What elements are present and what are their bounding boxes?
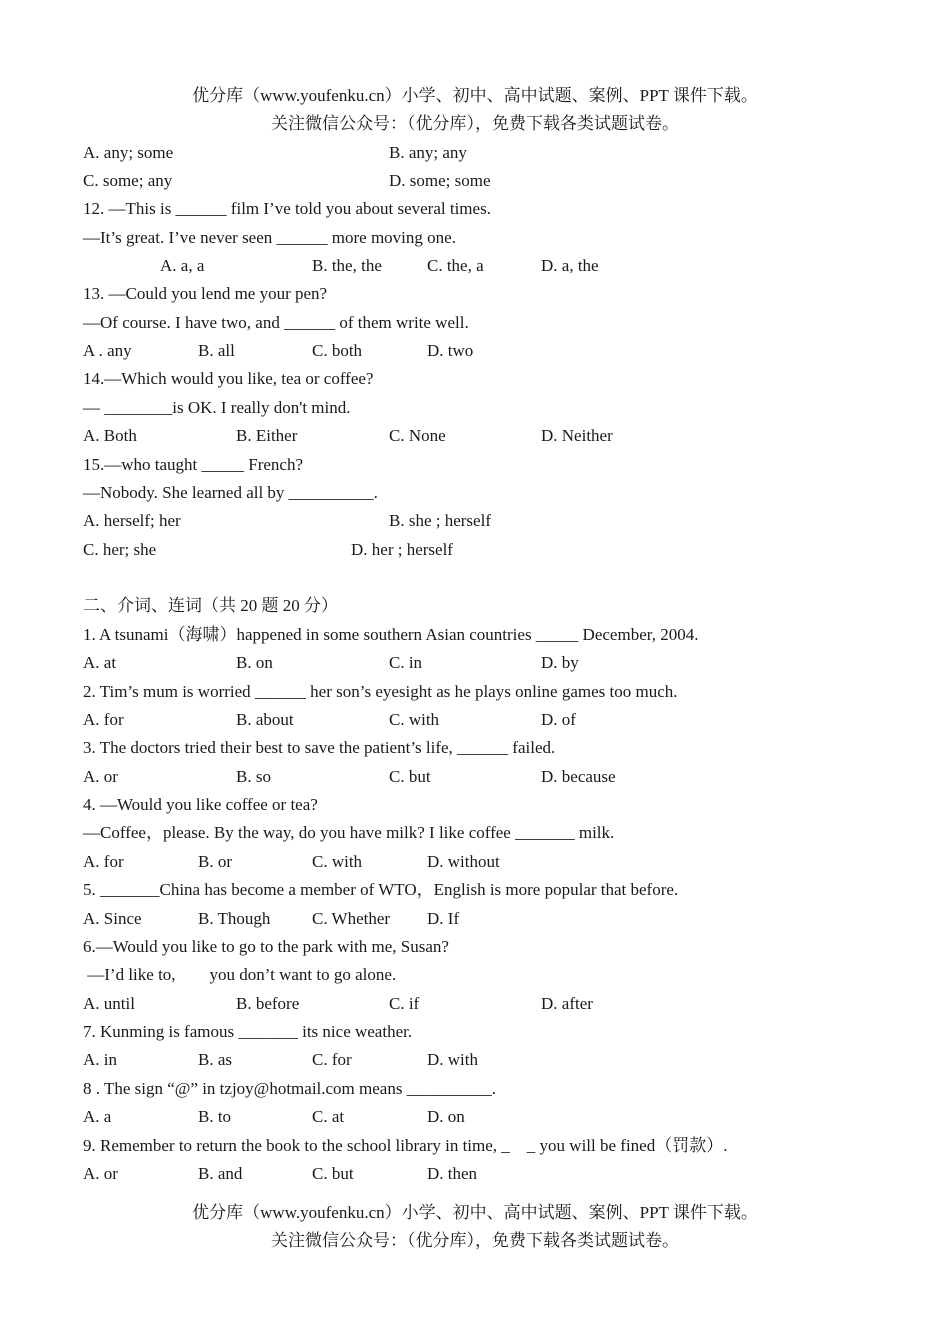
p2-q4-response: —Coffee，please. By the way, do you have milk? I like coffee _______ milk. (83, 823, 615, 842)
p2-q8-option-b: B. to (198, 1107, 232, 1126)
p2-q4-option-a: A. for (83, 852, 124, 871)
q12-option-c: C. the, a (427, 256, 484, 275)
p2-q6-option-a: A. until (83, 994, 135, 1013)
p2-q6-option-c: C. if (389, 994, 420, 1013)
p2-q8-question: 8 . The sign “@” in tzjoy@hotmail.com means __________. (83, 1079, 496, 1098)
p2-q2-option-c: C. with (389, 710, 440, 729)
q13-option-b: B. all (198, 341, 235, 360)
p2-q2-option-b: B. about (236, 710, 294, 729)
q13-response: —Of course. I have two, and ______ of them write well. (83, 313, 469, 332)
q14-option-d: D. Neither (541, 426, 613, 445)
section-title: 二、介词、连词（共 20 题 20 分） (83, 596, 338, 615)
q11-option-b: B. any; any (389, 143, 467, 162)
p2-q1-question: 1. A tsunami（海啸）happened in some southern Asian countries _____ December, 2004. (83, 625, 699, 644)
q12-response: —It’s great. I’ve never seen ______ more moving one. (83, 228, 456, 247)
p2-q1-option-a: A. at (83, 653, 117, 672)
p2-q4-option-c: C. with (312, 852, 363, 871)
p2-q8-option-c: C. at (312, 1107, 345, 1126)
p2-q2-option-d: D. of (541, 710, 576, 729)
p2-q6-question: 6.—Would you like to go to the park with me, Susan? (83, 937, 449, 956)
p2-q2-question: 2. Tim’s mum is worried ______ her son’s eyesight as he plays online games too much. (83, 682, 678, 701)
p2-q9-option-b: B. and (198, 1164, 243, 1183)
q11-option-d: D. some; some (389, 171, 491, 190)
p2-q7-option-c: C. for (312, 1050, 352, 1069)
p2-q9-question: 9. Remember to return the book to the school library in time, _ _ you will be fined（罚款）. (83, 1136, 728, 1155)
p2-q4-question: 4. —Would you like coffee or tea? (83, 795, 318, 814)
q15-option-d: D. her ; herself (351, 540, 453, 559)
q14-option-c: C. None (389, 426, 446, 445)
p2-q3-question: 3. The doctors tried their best to save the patient’s life, ______ failed. (83, 738, 556, 757)
q13-question: 13. —Could you lend me your pen? (83, 284, 328, 303)
q15-option-b: B. she ; herself (389, 511, 491, 530)
q15-option-a: A. herself; her (83, 511, 181, 530)
q14-response: — ________is OK. I really don't mind. (83, 398, 351, 417)
p2-q8-option-d: D. on (427, 1107, 465, 1126)
q13-option-c: C. both (312, 341, 363, 360)
q12-question: 12. —This is ______ film I’ve told you about several times. (83, 199, 491, 218)
p2-q3-option-d: D. because (541, 767, 616, 786)
q13-option-a: A . any (83, 341, 132, 360)
p2-q7-option-d: D. with (427, 1050, 478, 1069)
p2-q5-option-b: B. Though (198, 909, 271, 928)
p2-q4-option-d: D. without (427, 852, 500, 871)
q15-option-c: C. her; she (83, 540, 157, 559)
q12-option-a: A. a, a (160, 256, 205, 275)
p2-q1-option-b: B. on (236, 653, 273, 672)
p2-q3-option-a: A. or (83, 767, 118, 786)
p2-q9-option-c: C. but (312, 1164, 354, 1183)
q12-option-b: B. the, the (312, 256, 382, 275)
footer-line-2: 关注微信公众号：（优分库），免费下载各类试题试卷。 (271, 1231, 679, 1250)
p2-q9-option-a: A. or (83, 1164, 118, 1183)
p2-q5-question: 5. _______China has become a member of WTO，English is more popular that before. (83, 880, 679, 899)
p2-q6-option-d: D. after (541, 994, 593, 1013)
q14-option-b: B. Either (236, 426, 298, 445)
q13-option-d: D. two (427, 341, 474, 360)
q11-option-c: C. some; any (83, 171, 173, 190)
p2-q6-response: —I’d like to, you don’t want to go alone. (83, 965, 397, 984)
q14-question: 14.—Which would you like, tea or coffee? (83, 369, 374, 388)
p2-q5-option-a: A. Since (83, 909, 142, 928)
q12-option-d: D. a, the (541, 256, 599, 275)
p2-q7-option-a: A. in (83, 1050, 117, 1069)
p2-q7-option-b: B. as (198, 1050, 232, 1069)
q11-option-a: A. any; some (83, 143, 174, 162)
p2-q4-option-b: B. or (198, 852, 232, 871)
p2-q1-option-d: D. by (541, 653, 579, 672)
p2-q6-option-b: B. before (236, 994, 300, 1013)
p2-q2-option-a: A. for (83, 710, 124, 729)
p2-q3-option-b: B. so (236, 767, 271, 786)
p2-q9-option-d: D. then (427, 1164, 478, 1183)
footer-line-1: 优分库（www.youfenku.cn）小学、初中、高中试题、案例、PPT 课件下载。 (192, 1203, 758, 1222)
p2-q3-option-c: C. but (389, 767, 431, 786)
q14-option-a: A. Both (83, 426, 137, 445)
p2-q7-question: 7. Kunming is famous _______ its nice weather. (83, 1022, 413, 1041)
p2-q5-option-c: C. Whether (312, 909, 391, 928)
p2-q1-option-c: C. in (389, 653, 423, 672)
header-line-1: 优分库（www.youfenku.cn）小学、初中、高中试题、案例、PPT 课件下载。 (192, 86, 758, 105)
header-line-2: 关注微信公众号：（优分库），免费下载各类试题试卷。 (271, 114, 679, 133)
q15-response: —Nobody. She learned all by __________. (83, 483, 378, 502)
q15-question: 15.—who taught _____ French? (83, 455, 304, 474)
p2-q8-option-a: A. a (83, 1107, 112, 1126)
p2-q5-option-d: D. If (427, 909, 460, 928)
